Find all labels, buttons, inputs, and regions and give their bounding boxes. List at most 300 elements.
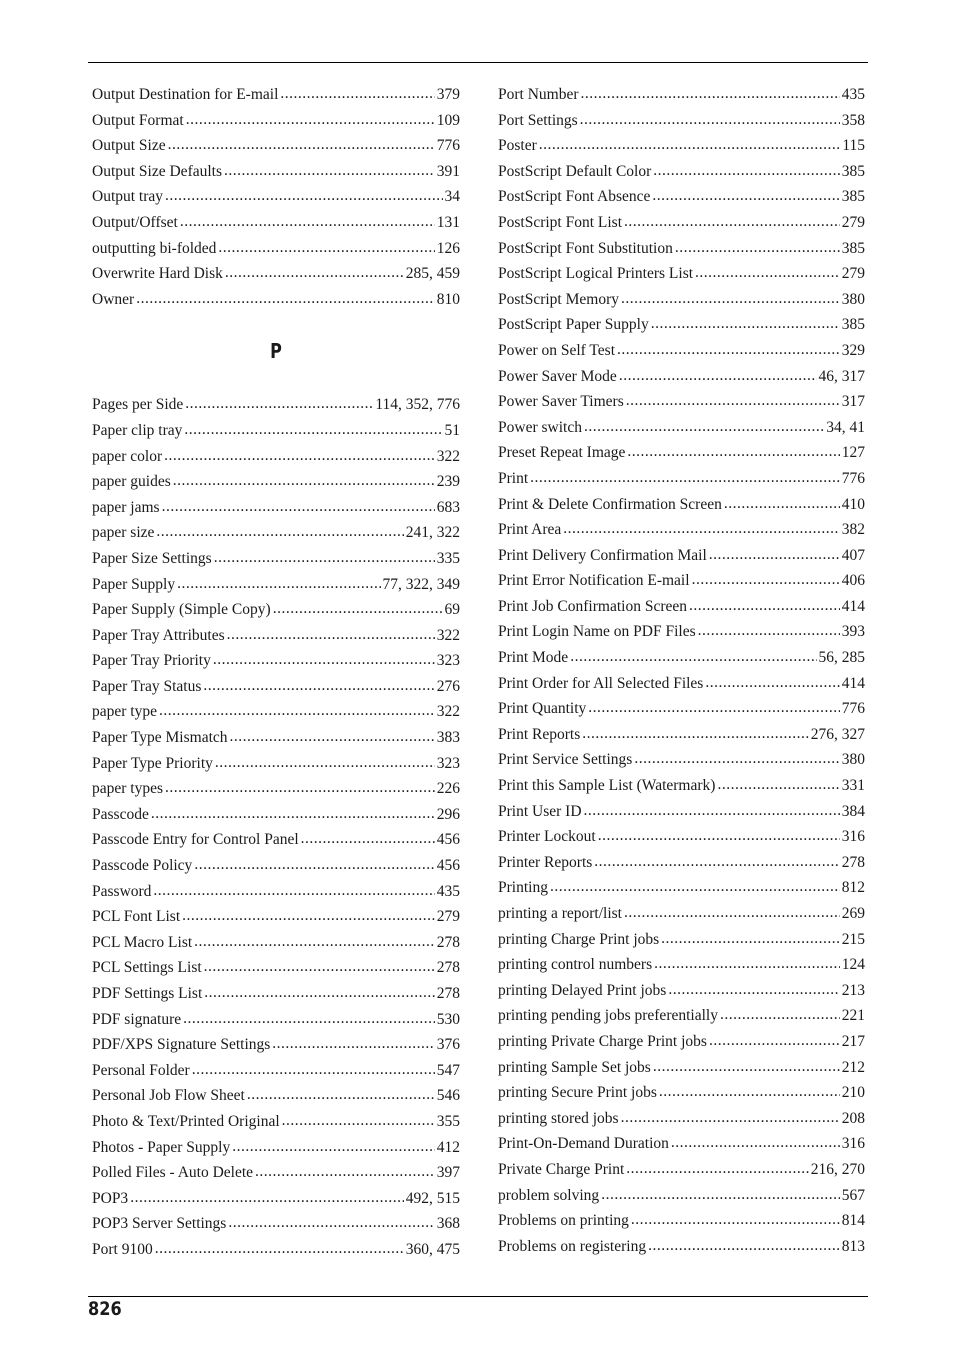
dot-leader [692, 568, 840, 594]
index-term: paper types [92, 780, 164, 798]
index-entry [498, 184, 865, 210]
dot-leader [185, 392, 373, 418]
index-term: Paper Tray Status [92, 677, 202, 695]
dot-leader [214, 546, 435, 572]
index-term: PostScript Font Substitution [498, 239, 673, 257]
index-page-reference: 278 [436, 933, 460, 951]
index-term: Print Quantity [498, 700, 587, 718]
dot-leader [539, 133, 841, 159]
dot-leader [215, 751, 435, 777]
index-page-reference: 412 [436, 1138, 460, 1156]
index-page-reference: 410 [841, 495, 865, 513]
index-page-reference: 126 [436, 239, 460, 257]
dot-leader [624, 901, 840, 927]
index-entry [92, 108, 460, 134]
index-term: Output Destination for E-mail [92, 86, 279, 103]
index-term: printing Secure Print jobs [498, 1084, 657, 1102]
dot-leader [186, 108, 435, 134]
index-term: Power on Self Test [498, 341, 616, 359]
index-entry [498, 492, 865, 518]
dot-leader [218, 236, 434, 262]
index-entry [92, 133, 460, 159]
index-entry [498, 210, 865, 236]
index-page-reference: 279 [436, 908, 460, 926]
index-term: Passcode Policy [92, 857, 193, 875]
index-page-reference: 813 [841, 1237, 865, 1255]
index-page-reference: 812 [841, 879, 865, 897]
index-page-reference: 406 [841, 572, 865, 590]
index-page-reference: 212 [841, 1058, 865, 1076]
index-term: PCL Macro List [92, 933, 193, 951]
index-term: Output/Offset [92, 213, 178, 231]
index-entry [498, 773, 865, 799]
dot-leader [136, 287, 435, 313]
index-term: Print Reports [498, 725, 581, 743]
index-page-reference: 384 [841, 802, 865, 820]
index-entry [92, 1211, 460, 1237]
index-page-reference: 51 [444, 421, 460, 439]
dot-leader [668, 978, 839, 1004]
index-group-o [92, 82, 460, 312]
index-entry [498, 952, 865, 978]
index-entry [92, 930, 460, 956]
index-page-reference: 407 [841, 546, 865, 564]
index-term: paper guides [92, 473, 171, 491]
index-entry [92, 879, 460, 905]
dot-leader [165, 184, 442, 210]
index-page-reference: 276, 327 [810, 725, 865, 743]
index-entry [92, 955, 460, 981]
index-page-reference: 215 [841, 930, 865, 948]
index-entry [92, 699, 460, 725]
index-term: paper jams [92, 498, 160, 516]
dot-leader [598, 824, 840, 850]
index-group-p [92, 392, 460, 1262]
index-entry [498, 875, 865, 901]
index-term: printing stored jobs [498, 1109, 619, 1127]
index-page-reference: 239 [436, 473, 460, 491]
dot-leader [626, 389, 840, 415]
index-term: paper type [92, 703, 157, 721]
index-page-reference: 279 [841, 265, 865, 283]
index-page-reference: 329 [841, 341, 865, 359]
index-page-reference: 414 [841, 674, 865, 692]
index-page-reference: 776 [436, 137, 460, 155]
index-term: paper size [92, 524, 155, 542]
dot-leader [156, 520, 403, 546]
index-term: Print User ID [498, 802, 582, 820]
index-entry [498, 1208, 865, 1234]
index-entry [498, 1055, 865, 1081]
index-term: Poster [498, 137, 537, 155]
index-term: Owner [92, 290, 135, 308]
index-page-reference: 278 [436, 985, 460, 1002]
dot-leader [720, 1003, 840, 1029]
dot-leader [301, 827, 435, 853]
index-entry [498, 645, 865, 671]
dot-leader [624, 210, 840, 236]
index-term: Passcode [92, 805, 149, 823]
index-entry [498, 1131, 865, 1157]
index-term: Paper Size Settings [92, 549, 212, 567]
index-entry [92, 1237, 460, 1263]
index-term: printing a report/list [498, 905, 622, 922]
dot-leader [709, 543, 840, 569]
index-entry [498, 901, 865, 927]
index-page-reference: 358 [841, 111, 865, 129]
index-page-reference: 241, 322 [405, 524, 460, 542]
dot-leader [580, 108, 840, 134]
dot-leader [653, 159, 839, 185]
dot-leader [634, 747, 839, 773]
index-page-reference: 385 [841, 316, 865, 334]
index-term: Photo & Text/Printed Original [92, 1112, 280, 1130]
index-entry [498, 108, 865, 134]
index-entry [92, 1083, 460, 1109]
index-entry [92, 597, 460, 623]
index-entry [92, 261, 460, 287]
index-page-reference: 683 [436, 498, 460, 516]
index-entry [92, 392, 460, 418]
index-term: POP3 [92, 1189, 129, 1207]
index-term: Print Mode [498, 649, 569, 667]
index-entry [498, 312, 865, 338]
index-entry [498, 466, 865, 492]
index-page-reference: 322 [436, 447, 460, 465]
index-entry [92, 623, 460, 649]
dot-leader [225, 261, 404, 287]
index-page-reference: 456 [436, 857, 460, 875]
index-entry [498, 517, 865, 543]
index-page-reference: 213 [841, 981, 865, 999]
index-entry [92, 904, 460, 930]
index-entry [498, 364, 865, 390]
index-term: Paper Type Mismatch [92, 729, 228, 747]
dot-leader [230, 725, 435, 751]
index-entry [498, 824, 865, 850]
index-entry [92, 853, 460, 879]
section-letter-heading: P [270, 339, 282, 364]
dot-leader [581, 82, 840, 108]
index-term: Output Size [92, 137, 166, 155]
dot-leader [162, 495, 435, 521]
index-page-reference: 278 [841, 853, 865, 871]
index-entry [498, 799, 865, 825]
dot-leader [584, 415, 824, 441]
dot-leader [282, 1109, 435, 1135]
index-page-reference: 276 [436, 677, 460, 695]
index-term: Photos - Paper Supply [92, 1138, 231, 1156]
index-entry [498, 722, 865, 748]
index-entry [498, 619, 865, 645]
dot-leader [130, 1186, 404, 1212]
index-term: Print Login Name on PDF Files [498, 623, 696, 641]
index-entry [498, 1029, 865, 1055]
index-page-reference: 435 [436, 882, 460, 900]
index-term: Power Saver Mode [498, 367, 617, 385]
index-page-reference: 269 [841, 905, 865, 922]
index-entry [92, 648, 460, 674]
dot-leader [247, 1083, 435, 1109]
index-term: Printer Lockout [498, 828, 596, 846]
index-term: printing Private Charge Print jobs [498, 1032, 707, 1050]
index-term: paper color [92, 447, 163, 465]
index-entry [92, 1032, 460, 1058]
index-entry [92, 981, 460, 1007]
index-page-reference: 46, 317 [818, 367, 865, 385]
index-page-reference: 34 [444, 188, 460, 206]
index-page-reference: 335 [436, 549, 460, 567]
index-entry [498, 82, 865, 108]
index-term: Power Saver Timers [498, 393, 624, 411]
index-entry [92, 674, 460, 700]
index-term: problem solving [498, 1186, 600, 1204]
dot-leader [695, 261, 840, 287]
dot-leader [584, 799, 840, 825]
index-term: Paper clip tray [92, 421, 183, 439]
index-entry [498, 594, 865, 620]
dot-leader [709, 1029, 840, 1055]
dot-leader [203, 674, 434, 700]
index-term: Private Charge Print [498, 1160, 625, 1178]
index-entry [498, 440, 865, 466]
index-term: Print-On-Demand Duration [498, 1135, 669, 1153]
index-term: POP3 Server Settings [92, 1215, 227, 1233]
index-page-reference: 124 [841, 956, 865, 974]
index-term: Print Error Notification E-mail [498, 572, 690, 590]
index-entry [498, 1003, 865, 1029]
index-entry [498, 696, 865, 722]
dot-leader [626, 1157, 808, 1183]
index-term: Print Job Confirmation Screen [498, 597, 687, 615]
index-term: PDF Settings List [92, 985, 203, 1002]
dot-leader [654, 952, 840, 978]
index-page-reference: 114, 352, 776 [375, 396, 460, 414]
index-term: Output Size Defaults [92, 162, 223, 180]
index-page-reference: 376 [436, 1036, 460, 1054]
index-entry [92, 469, 460, 495]
dot-leader [183, 1007, 435, 1033]
index-term: printing control numbers [498, 956, 653, 974]
index-entry [498, 389, 865, 415]
dot-leader [661, 927, 840, 953]
dot-leader [273, 597, 443, 623]
index-page-reference: 131 [436, 213, 460, 231]
dot-leader [164, 444, 435, 470]
index-entry [498, 747, 865, 773]
index-term: printing Charge Print jobs [498, 930, 660, 948]
dot-leader [582, 722, 809, 748]
index-term: Print [498, 469, 529, 487]
dot-leader [705, 671, 839, 697]
index-term: Paper Type Priority [92, 754, 213, 772]
index-entry [498, 1157, 865, 1183]
index-page-reference: 226 [436, 780, 460, 798]
index-entry [498, 287, 865, 313]
index-entry [498, 978, 865, 1004]
dot-leader [689, 594, 840, 620]
index-entry [498, 543, 865, 569]
dot-leader [173, 469, 435, 495]
index-page-reference: 397 [436, 1164, 460, 1182]
index-page-reference: 776 [841, 700, 865, 718]
index-entry [92, 495, 460, 521]
index-page-reference: 322 [436, 703, 460, 721]
index-entry [92, 1109, 460, 1135]
index-entry [498, 415, 865, 441]
dot-leader [588, 696, 839, 722]
dot-leader [184, 418, 442, 444]
index-term: PostScript Logical Printers List [498, 265, 694, 283]
index-term: Output tray [92, 188, 164, 206]
index-term: Paper Tray Attributes [92, 626, 225, 644]
index-term: printing Delayed Print jobs [498, 981, 667, 999]
index-term: PostScript Default Color [498, 162, 652, 180]
index-page-reference: 56, 285 [818, 649, 865, 667]
dot-leader [717, 773, 839, 799]
index-term: Paper Supply (Simple Copy) [92, 601, 271, 619]
index-page-reference: 355 [436, 1112, 460, 1130]
index-page-reference: 380 [841, 751, 865, 769]
index-term: Polled Files - Auto Delete [92, 1164, 254, 1182]
index-entry [498, 159, 865, 185]
index-page-reference: 547 [436, 1061, 460, 1079]
index-page-reference: 210 [841, 1084, 865, 1102]
dot-leader [213, 648, 435, 674]
dot-leader [204, 955, 435, 981]
index-term: Print Service Settings [498, 751, 633, 769]
index-page-reference: 127 [841, 444, 865, 462]
index-term: Problems on registering [498, 1237, 647, 1255]
dot-leader [617, 338, 840, 364]
index-entry [498, 133, 865, 159]
index-term: printing Sample Set jobs [498, 1058, 651, 1076]
dot-leader [530, 466, 840, 492]
index-term: Output Format [92, 111, 184, 129]
index-term: PDF signature [92, 1010, 182, 1028]
index-term: Print Delivery Confirmation Mail [498, 546, 707, 564]
dot-leader [151, 802, 435, 828]
dot-leader [155, 1237, 404, 1263]
index-term: Personal Folder [92, 1061, 190, 1079]
index-page-reference: 279 [841, 213, 865, 231]
index-page-reference: 814 [841, 1212, 865, 1230]
dot-leader [651, 312, 840, 338]
dot-leader [619, 364, 817, 390]
index-page-reference: 216, 270 [810, 1160, 865, 1178]
index-term: Port Settings [498, 111, 578, 129]
dot-leader [204, 981, 435, 1007]
dot-leader [224, 159, 435, 185]
index-term: PostScript Paper Supply [498, 316, 649, 334]
index-term: Personal Job Flow Sheet [92, 1087, 245, 1105]
index-page-reference: 217 [841, 1032, 865, 1050]
index-page-reference: 414 [841, 597, 865, 615]
index-page-reference: 331 [841, 777, 865, 795]
index-page-reference: 322 [436, 626, 460, 644]
index-page-reference: 776 [841, 469, 865, 487]
index-term: PDF/XPS Signature Settings [92, 1036, 271, 1054]
footer-rule [88, 1296, 868, 1297]
dot-leader [227, 623, 435, 649]
index-page-reference: 382 [841, 521, 865, 539]
index-page-reference: 492, 515 [405, 1189, 460, 1207]
index-page-reference: 385 [841, 162, 865, 180]
dot-leader [601, 1183, 840, 1209]
dot-leader [272, 1032, 434, 1058]
index-term: Passcode Entry for Control Panel [92, 831, 299, 849]
header-rule [88, 62, 868, 63]
index-entry [498, 568, 865, 594]
index-term: Printer Reports [498, 853, 593, 871]
index-entry [92, 776, 460, 802]
index-term: Port 9100 [92, 1240, 153, 1258]
index-term: Print & Delete Confirmation Screen [498, 495, 722, 513]
index-entry [92, 184, 460, 210]
index-page-reference: 810 [436, 290, 460, 308]
dot-leader [550, 875, 840, 901]
dot-leader [652, 184, 839, 210]
index-column-left [92, 82, 460, 1263]
index-term: Preset Repeat Image [498, 444, 626, 462]
index-term: PCL Font List [92, 908, 181, 926]
dot-leader [653, 1055, 840, 1081]
index-entry [498, 338, 865, 364]
dot-leader [621, 287, 840, 313]
dot-leader [648, 1234, 840, 1260]
index-page-reference: 317 [841, 393, 865, 411]
dot-leader [698, 619, 840, 645]
index-page-reference: 316 [841, 1135, 865, 1153]
index-page-reference: 530 [436, 1010, 460, 1028]
dot-leader [165, 776, 435, 802]
dot-leader [594, 850, 839, 876]
index-page-reference: 285, 459 [405, 265, 460, 283]
index-page-reference: 323 [436, 754, 460, 772]
index-entry [92, 751, 460, 777]
index-term: Print Order for All Selected Files [498, 674, 704, 692]
index-entry [498, 1106, 865, 1132]
index-term: Print Area [498, 521, 562, 539]
dot-leader [168, 133, 435, 159]
index-entry [92, 802, 460, 828]
dot-leader [724, 492, 840, 518]
index-entry [92, 520, 460, 546]
index-entry [498, 1234, 865, 1260]
index-entry [92, 1160, 460, 1186]
index-term: Pages per Side [92, 396, 184, 414]
index-entry [498, 1183, 865, 1209]
dot-leader [194, 930, 435, 956]
index-page-reference: 391 [436, 162, 460, 180]
dot-leader [194, 853, 434, 879]
index-entry [92, 546, 460, 572]
index-page-reference: 368 [436, 1215, 460, 1233]
index-page-reference: 34, 41 [826, 418, 865, 436]
index-entry [498, 261, 865, 287]
dot-leader [631, 1208, 840, 1234]
dot-leader [671, 1131, 840, 1157]
dot-leader [570, 645, 816, 671]
index-term: PostScript Font Absence [498, 188, 651, 206]
index-page-reference: 115 [842, 137, 865, 155]
index-page-reference: 546 [436, 1087, 460, 1105]
index-term: Paper Supply [92, 575, 176, 593]
index-page-reference: 385 [841, 239, 865, 257]
index-entry [92, 1135, 460, 1161]
index-term: PostScript Memory [498, 290, 619, 308]
index-entry [498, 927, 865, 953]
